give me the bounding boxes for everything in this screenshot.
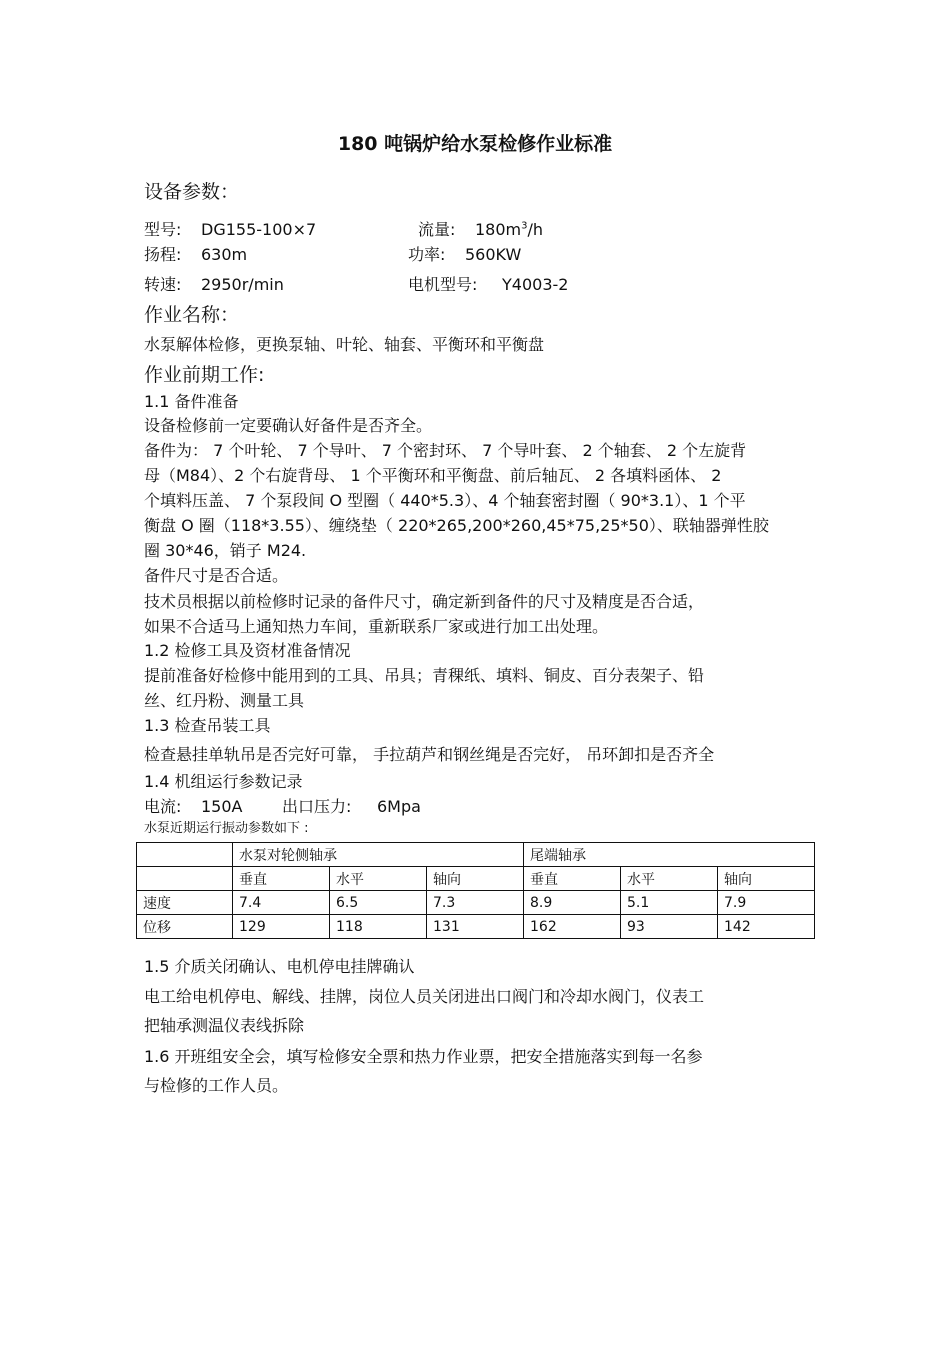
- table-cell: 8.9: [524, 891, 621, 915]
- subsection-1-4-heading: 1.4 机组运行参数记录: [144, 772, 303, 791]
- paragraph-line: 设备检修前一定要确认好备件是否齐全。: [144, 416, 433, 435]
- param-head-label: 扬程:: [144, 245, 182, 264]
- paragraph-line: 电工给电机停电、解线、挂牌，岗位人员关闭进出口阀门和冷却水阀门，仪表工: [144, 987, 705, 1006]
- paragraph-line: 备件尺寸是否合适。: [144, 566, 289, 585]
- pressure-label: 出口压力:: [282, 797, 352, 816]
- table-subheader: 轴向: [718, 867, 815, 891]
- table-subheader: 水平: [621, 867, 718, 891]
- table-group-header-pump-side: 水泵对轮侧轴承: [233, 843, 524, 867]
- param-flow-label: 流量:: [418, 220, 456, 239]
- paragraph-line: 母（M84）、2 个右旋背母、 1 个平衡环和平衡盘、前后轴瓦、 2 各填料函体、 2: [144, 466, 722, 485]
- paragraph-line: 丝、红丹粉、测量工具: [144, 691, 305, 710]
- subsection-1-1-heading: 1.1 备件准备: [144, 392, 239, 411]
- table-cell: 93: [621, 915, 718, 939]
- pressure-value: 6Mpa: [377, 797, 421, 816]
- table-cell: [137, 843, 233, 867]
- table-row: [137, 843, 815, 867]
- subsection-1-3-heading: 1.3 检查吊装工具: [144, 716, 271, 735]
- table-cell: 131: [427, 915, 524, 939]
- subsection-1-6-line: 1.6 开班组安全会，填写检修安全票和热力作业票，把安全措施落实到每一名参: [144, 1047, 703, 1066]
- table-caption: 水泵近期运行振动参数如下 :: [144, 821, 309, 836]
- param-speed-label: 转速:: [144, 275, 182, 294]
- table-cell: 6.5: [330, 891, 427, 915]
- paragraph-line: 衡盘 O 圈（118*3.55）、缠绕垫（ 220*265,200*260,45*75,25*50）、联轴器弹性胶: [144, 516, 769, 535]
- param-model-value: DG155-100×7: [201, 220, 317, 239]
- param-head-value: 630m: [201, 245, 248, 264]
- table-cell: 142: [718, 915, 815, 939]
- paragraph-line: 个填料压盖、 7 个泵段间 O 型圈（ 440*5.3）、4 个轴套密封圈（ 90*3.1）、1 个平: [144, 491, 746, 510]
- table-subheader: 垂直: [233, 867, 330, 891]
- param-speed-value: 2950r/min: [201, 275, 284, 294]
- table-subheader: 垂直: [524, 867, 621, 891]
- paragraph-line: 把轴承测温仪表线拆除: [144, 1016, 305, 1035]
- table-cell: 7.9: [718, 891, 815, 915]
- table-cell: [137, 867, 233, 891]
- table-row: [137, 867, 815, 891]
- table-row: [137, 915, 815, 939]
- paragraph-line: 与检修的工作人员。: [144, 1076, 289, 1095]
- param-power-value: 560KW: [465, 245, 522, 264]
- table-row: [137, 891, 815, 915]
- param-model-label: 型号:: [144, 220, 182, 239]
- subsection-1-2-heading: 1.2 检修工具及资材准备情况: [144, 641, 351, 660]
- table-cell: 162: [524, 915, 621, 939]
- param-motor-value: Y4003-2: [502, 275, 569, 294]
- table-cell: 118: [330, 915, 427, 939]
- param-power-label: 功率:: [408, 245, 446, 264]
- table-cell: 5.1: [621, 891, 718, 915]
- section-heading-pre-work: 作业前期工作:: [144, 364, 265, 386]
- vibration-table: [136, 842, 815, 939]
- paragraph-line: 如果不合适马上通知热力车间，重新联系厂家或进行加工出处理。: [144, 617, 609, 636]
- subsection-1-5-heading: 1.5 介质关闭确认、电机停电挂牌确认: [144, 957, 415, 976]
- table-cell: 129: [233, 915, 330, 939]
- table-cell: 7.3: [427, 891, 524, 915]
- table-cell: 7.4: [233, 891, 330, 915]
- table-subheader: 轴向: [427, 867, 524, 891]
- param-motor-label: 电机型号:: [408, 275, 478, 294]
- table-subheader: 水平: [330, 867, 427, 891]
- current-value: 150A: [201, 797, 243, 816]
- paragraph-line: 技术员根据以前检修时记录的备件尺寸，确定新到备件的尺寸及精度是否合适，: [144, 592, 705, 611]
- section-heading-job-name: 作业名称：: [144, 304, 240, 326]
- job-name-text: 水泵解体检修，更换泵轴、叶轮、轴套、平衡环和平衡盘: [144, 335, 545, 354]
- paragraph-line: 提前准备好检修中能用到的工具、吊具；青稞纸、填料、铜皮、百分表架子、铅: [144, 666, 705, 685]
- table-row-label: 速度: [137, 891, 233, 915]
- paragraph-line: 检查悬挂单轨吊是否完好可靠， 手拉葫芦和钢丝绳是否完好， 吊环卸扣是否齐全: [144, 745, 715, 764]
- table-group-header-tail-end: 尾端轴承: [524, 843, 815, 867]
- paragraph-line: 备件为： 7 个叶轮、 7 个导叶、 7 个密封环、 7 个导叶套、 2 个轴套、 2 个左旋背: [144, 441, 747, 460]
- document-title: 180 吨锅炉给水泵检修作业标准: [337, 133, 613, 155]
- paragraph-line: 圈 30*46，销子 M24.: [144, 541, 307, 560]
- section-heading-equipment-params: 设备参数：: [144, 181, 240, 203]
- current-label: 电流:: [144, 797, 182, 816]
- table-row-label: 位移: [137, 915, 233, 939]
- param-flow-value: $180m^3/h$: [475, 220, 544, 239]
